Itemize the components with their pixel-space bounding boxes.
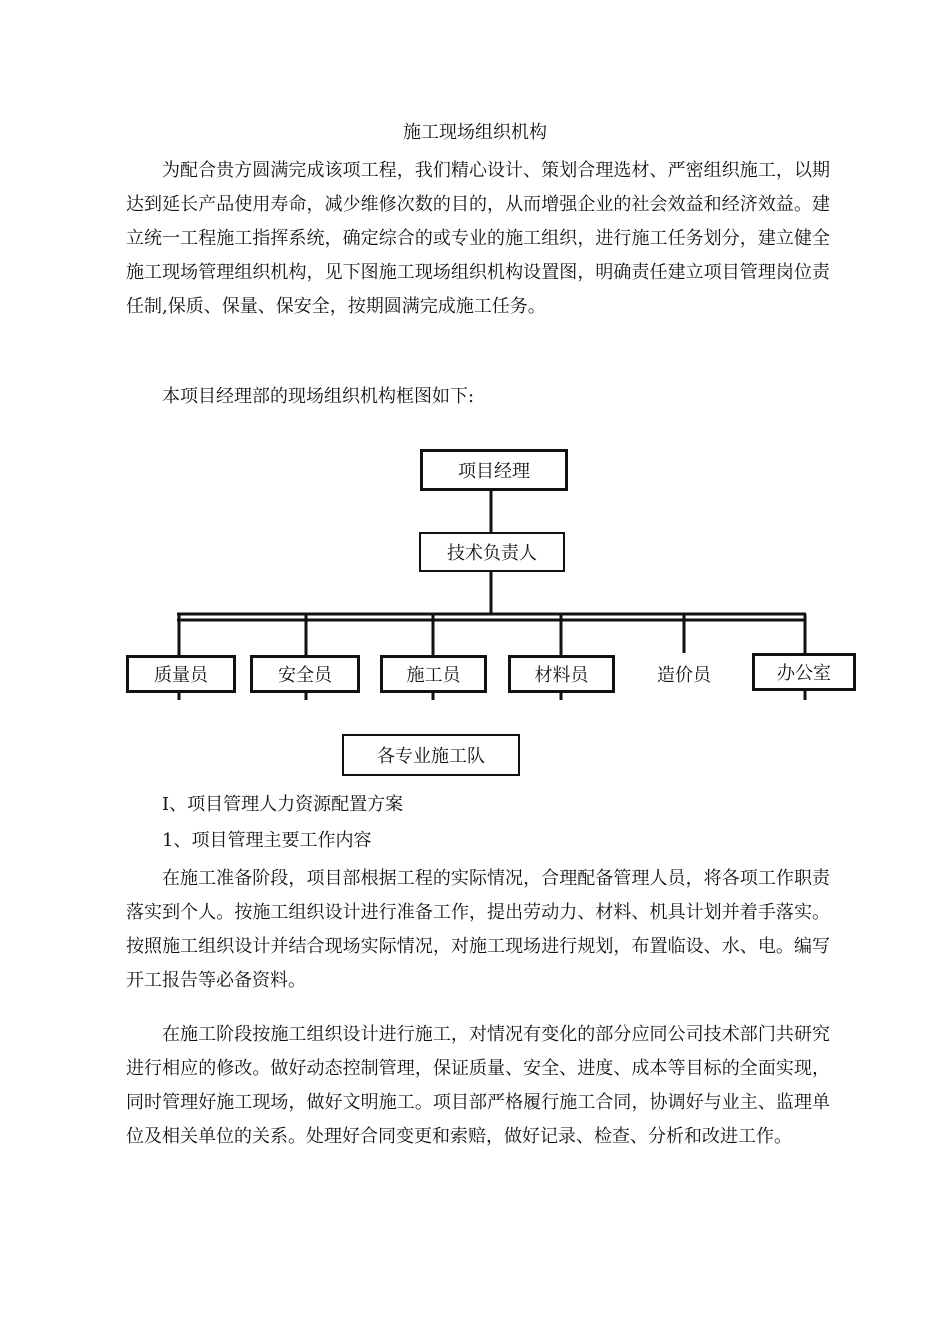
org-node-member-2: 施工员 [380,655,487,693]
org-node-second: 技术负责人 [419,532,565,572]
org-node-bottom: 各专业施工队 [342,734,520,776]
org-node-member-5: 办公室 [752,653,856,691]
org-node-member-1: 安全员 [250,655,360,693]
subsection-heading: 1、项目管理主要工作内容 [162,830,372,851]
org-node-member-3: 材料员 [508,655,615,693]
org-node-member-0: 质量员 [126,655,236,693]
paragraph-preparation: 在施工准备阶段，项目部根据工程的实际情况，合理配备管理人员，将各项工作职责落实到个人。按施工组织设计进行准备工作，提出劳动力、材料、机具计划并着手落实。按照施工组织设计并结合现场实际情况，对施工现场进行规划，布置临设、水、电。编写开工报告等必备资料。 [126,868,830,991]
org-node-top: 项目经理 [420,449,568,491]
paragraph-construction: 在施工阶段按施工组织设计进行施工，对情况有变化的部分应同公司技术部门共研究进行相应的修改。做好动态控制管理，保证质量、安全、进度、成本等目标的全面实现，同时管理好施工现场，做好文明施工。项目部严格履行施工合同，协调好与业主、监理单位及相关单位的关系。处理好合同变更和索赔，做好记录、检查、分析和改进工作。 [126,1024,830,1147]
intro-paragraph: 为配合贵方圆满完成该项工程，我们精心设计、策划合理选材、严密组织施工，以期达到延长产品使用寿命，减少维修次数的目的，从而增强企业的社会效益和经济效益。建立统一工程施工指挥系统，确定综合的或专业的施工组织，进行施工任务划分，建立健全施工现场管理组织机构，见下图施工现场组织机构设置图，明确责任建立项目管理岗位责任制,保质、保量、保安全，按期圆满完成施工任务。 [126,160,830,317]
org-node-member-4: 造价员 [657,665,711,686]
document-title: 施工现场组织机构 [403,122,547,143]
section-heading: I、项目管理人力资源配置方案 [162,794,404,815]
chart-intro: 本项目经理部的现场组织机构框图如下: [162,386,475,407]
